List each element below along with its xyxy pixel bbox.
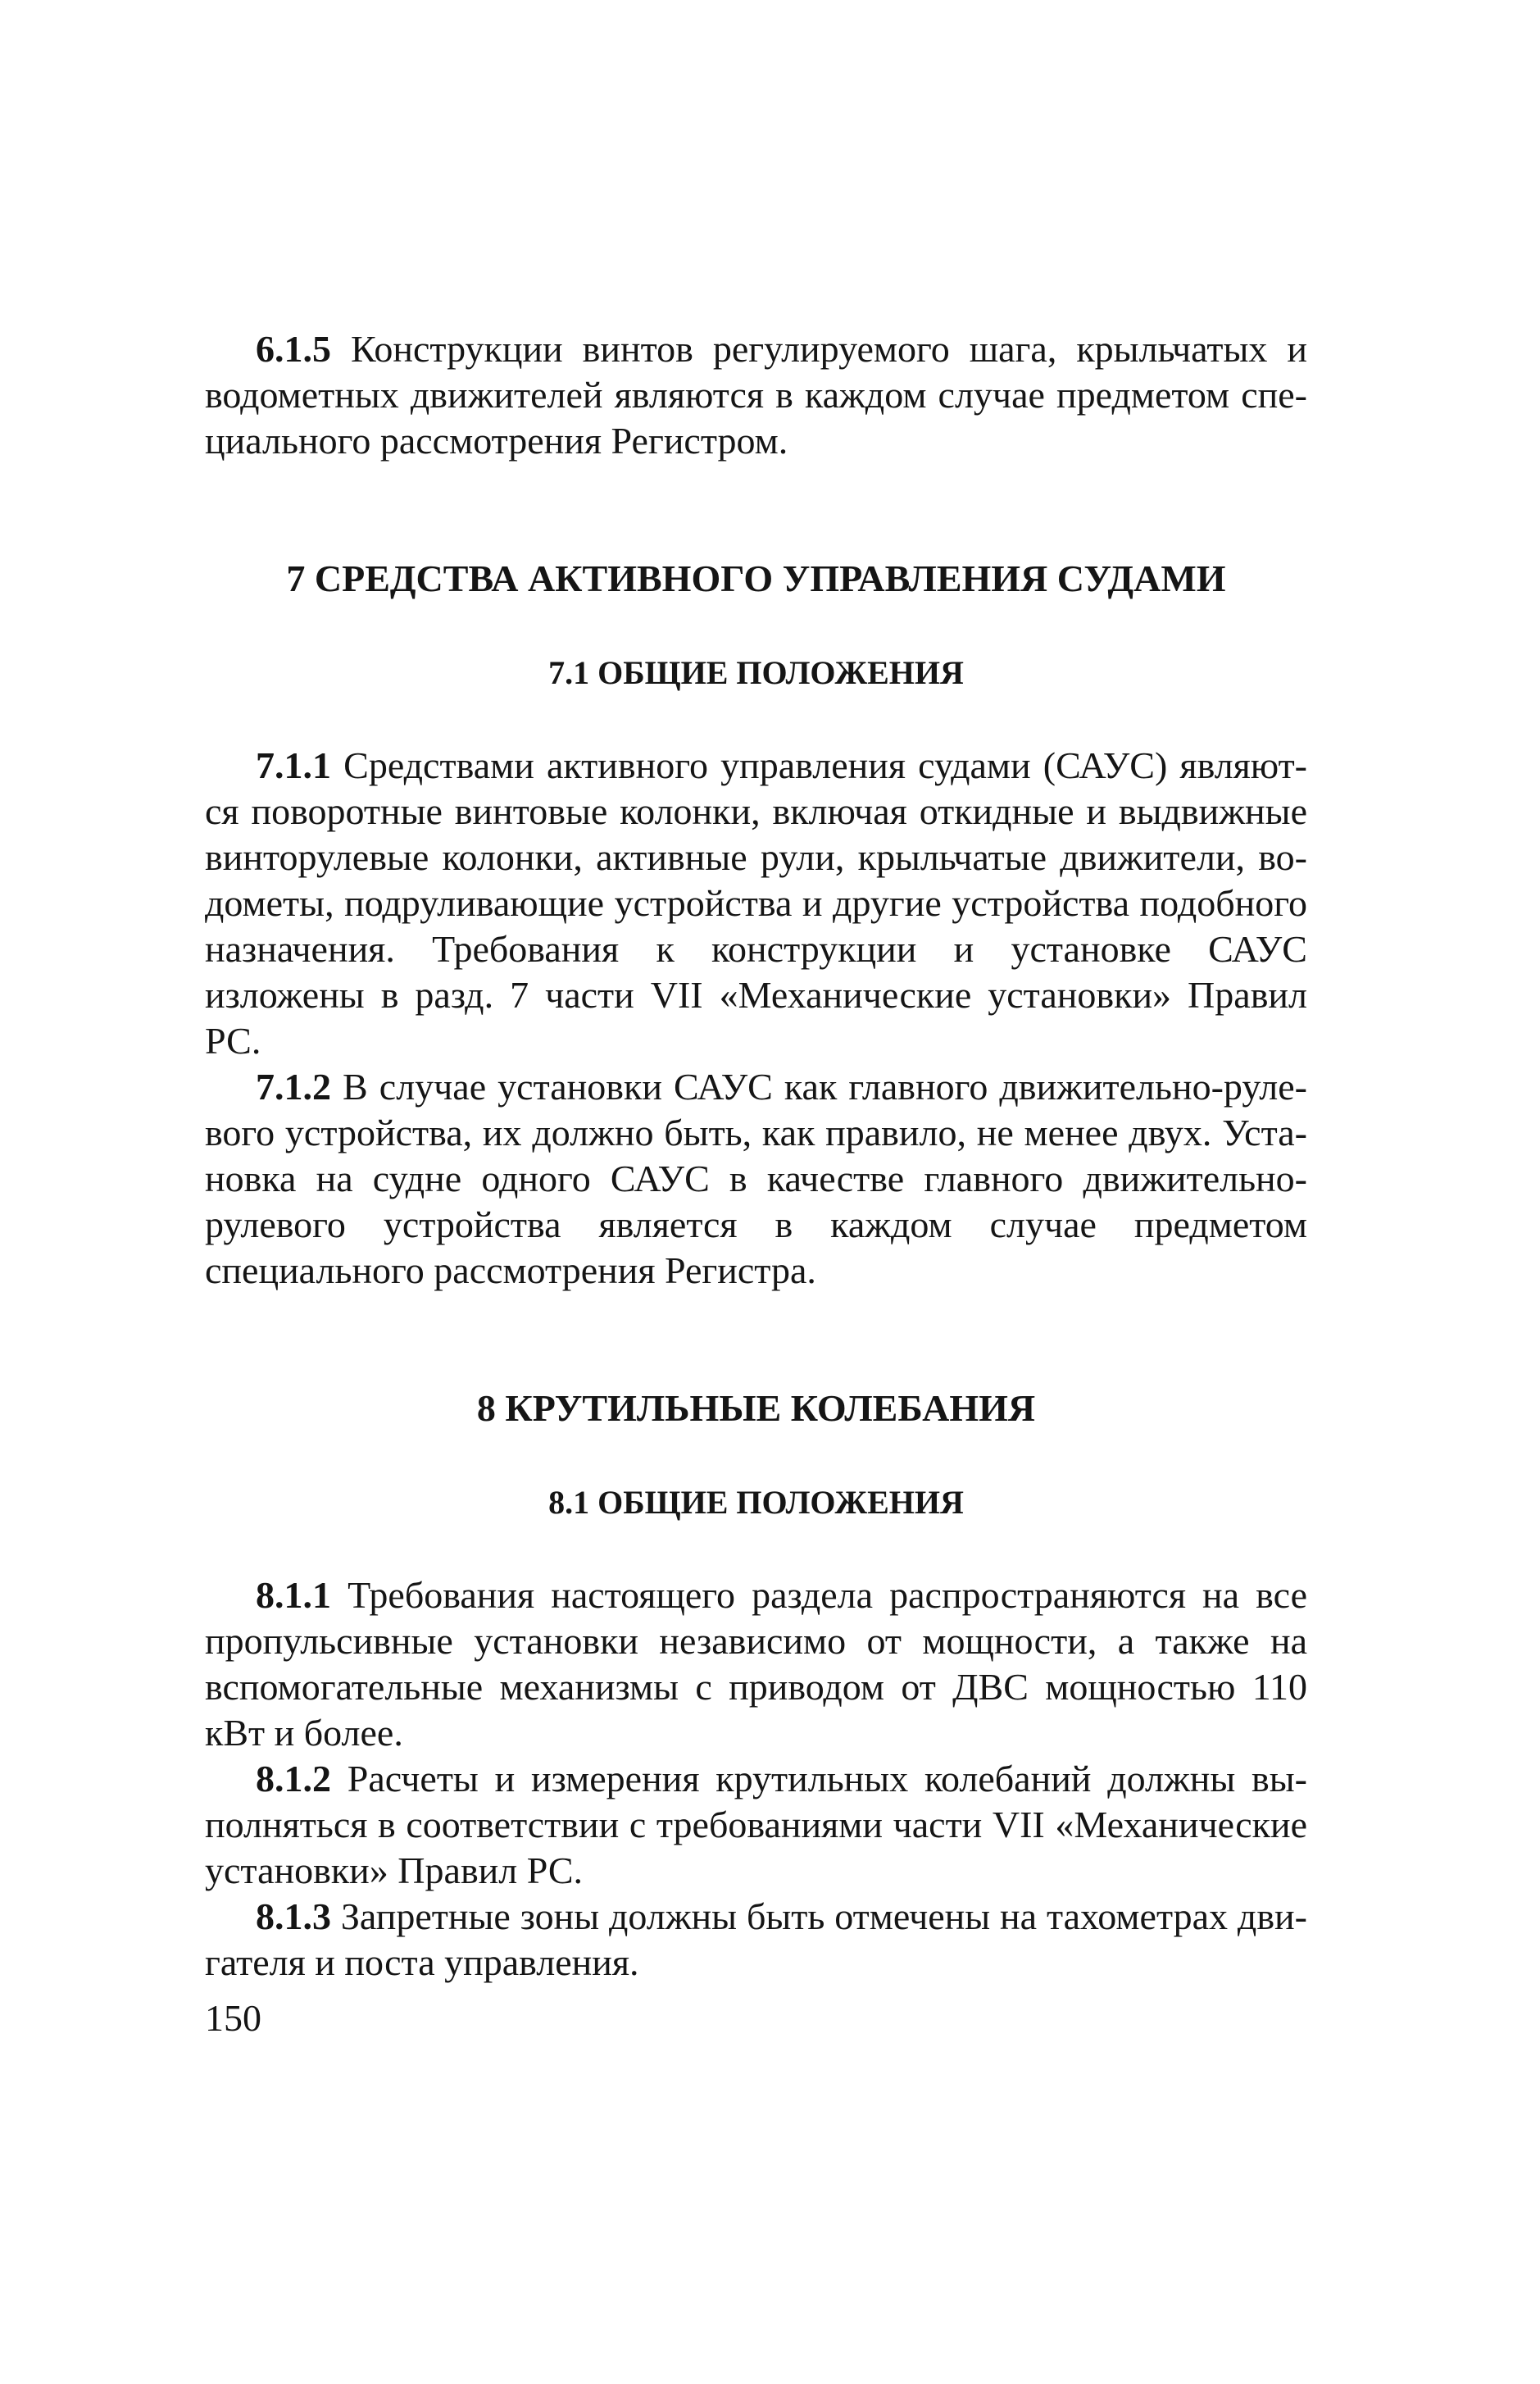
paragraph-number: 7.1.1 bbox=[256, 744, 331, 786]
section-heading-7: 7 СРЕДСТВА АКТИВНОГО УПРАВЛЕНИЯ СУДАМИ bbox=[286, 557, 1226, 599]
paragraph-8-1-2 bbox=[205, 1756, 1307, 1894]
paragraph-6-1-5 bbox=[205, 326, 1307, 464]
page-number: 150 bbox=[205, 1997, 261, 2039]
section-heading-8: 8 КРУТИЛЬНЫЕ КОЛЕБАНИЯ bbox=[476, 1387, 1036, 1429]
paragraph-text: В случае установки САУС как главного движительно-рулевого устройства, их должно быть, как правило, не менее двух. Установка на судне одного САУС в качестве главного движительно-рулевого устройства является в каждом случае предметом специального рассмотрения Регистра. bbox=[205, 1066, 1307, 1291]
subsection-heading-8-1: 8.1 ОБЩИЕ ПОЛОЖЕНИЯ bbox=[548, 1484, 964, 1521]
paragraph-7-1-1 bbox=[205, 743, 1307, 1064]
paragraph-number: 8.1.2 bbox=[256, 1758, 331, 1799]
paragraph-8-1-1 bbox=[205, 1572, 1307, 1756]
paragraph-number: 8.1.3 bbox=[256, 1895, 331, 1937]
paragraph-number: 6.1.5 bbox=[256, 328, 331, 370]
paragraph-8-1-3 bbox=[205, 1894, 1307, 1986]
paragraph-7-1-2 bbox=[205, 1064, 1307, 1294]
paragraph-text: Запретные зоны должны быть отмечены на тахометрах двигателя и поста управления. bbox=[205, 1895, 1307, 1983]
page-content bbox=[205, 326, 1307, 1986]
paragraph-number: 8.1.1 bbox=[256, 1574, 331, 1616]
paragraph-text: Конструкции винтов регулируемого шага, крыльчатых и водометных движителей являются в каждом случае предметом специального рассмотрения Регистром. bbox=[205, 328, 1307, 462]
paragraph-text: Требования настоящего раздела распространяются на все пропульсивные установки независимо от мощности, а также на вспомогательные механизмы с приводом от ДВС мощностью 110 кВт и более. bbox=[205, 1574, 1307, 1754]
paragraph-text: Средствами активного управления судами (САУС) являются поворотные винтовые колонки, включая откидные и выдвижные винторулевые колонки, активные рули, крыльчатые движители, водометы, подруливающие устройства и другие устройства подобного назначения. Требования к конструкции и установке САУС изложены в разд. 7 части VII «Механические установки» Правил РС. bbox=[205, 744, 1307, 1062]
subsection-heading-7-1: 7.1 ОБЩИЕ ПОЛОЖЕНИЯ bbox=[548, 654, 964, 691]
paragraph-number: 7.1.2 bbox=[256, 1066, 331, 1108]
paragraph-text: Расчеты и измерения крутильных колебаний должны выполняться в соответствии с требованиями части VII «Механические установки» Правил РС. bbox=[205, 1758, 1307, 1891]
